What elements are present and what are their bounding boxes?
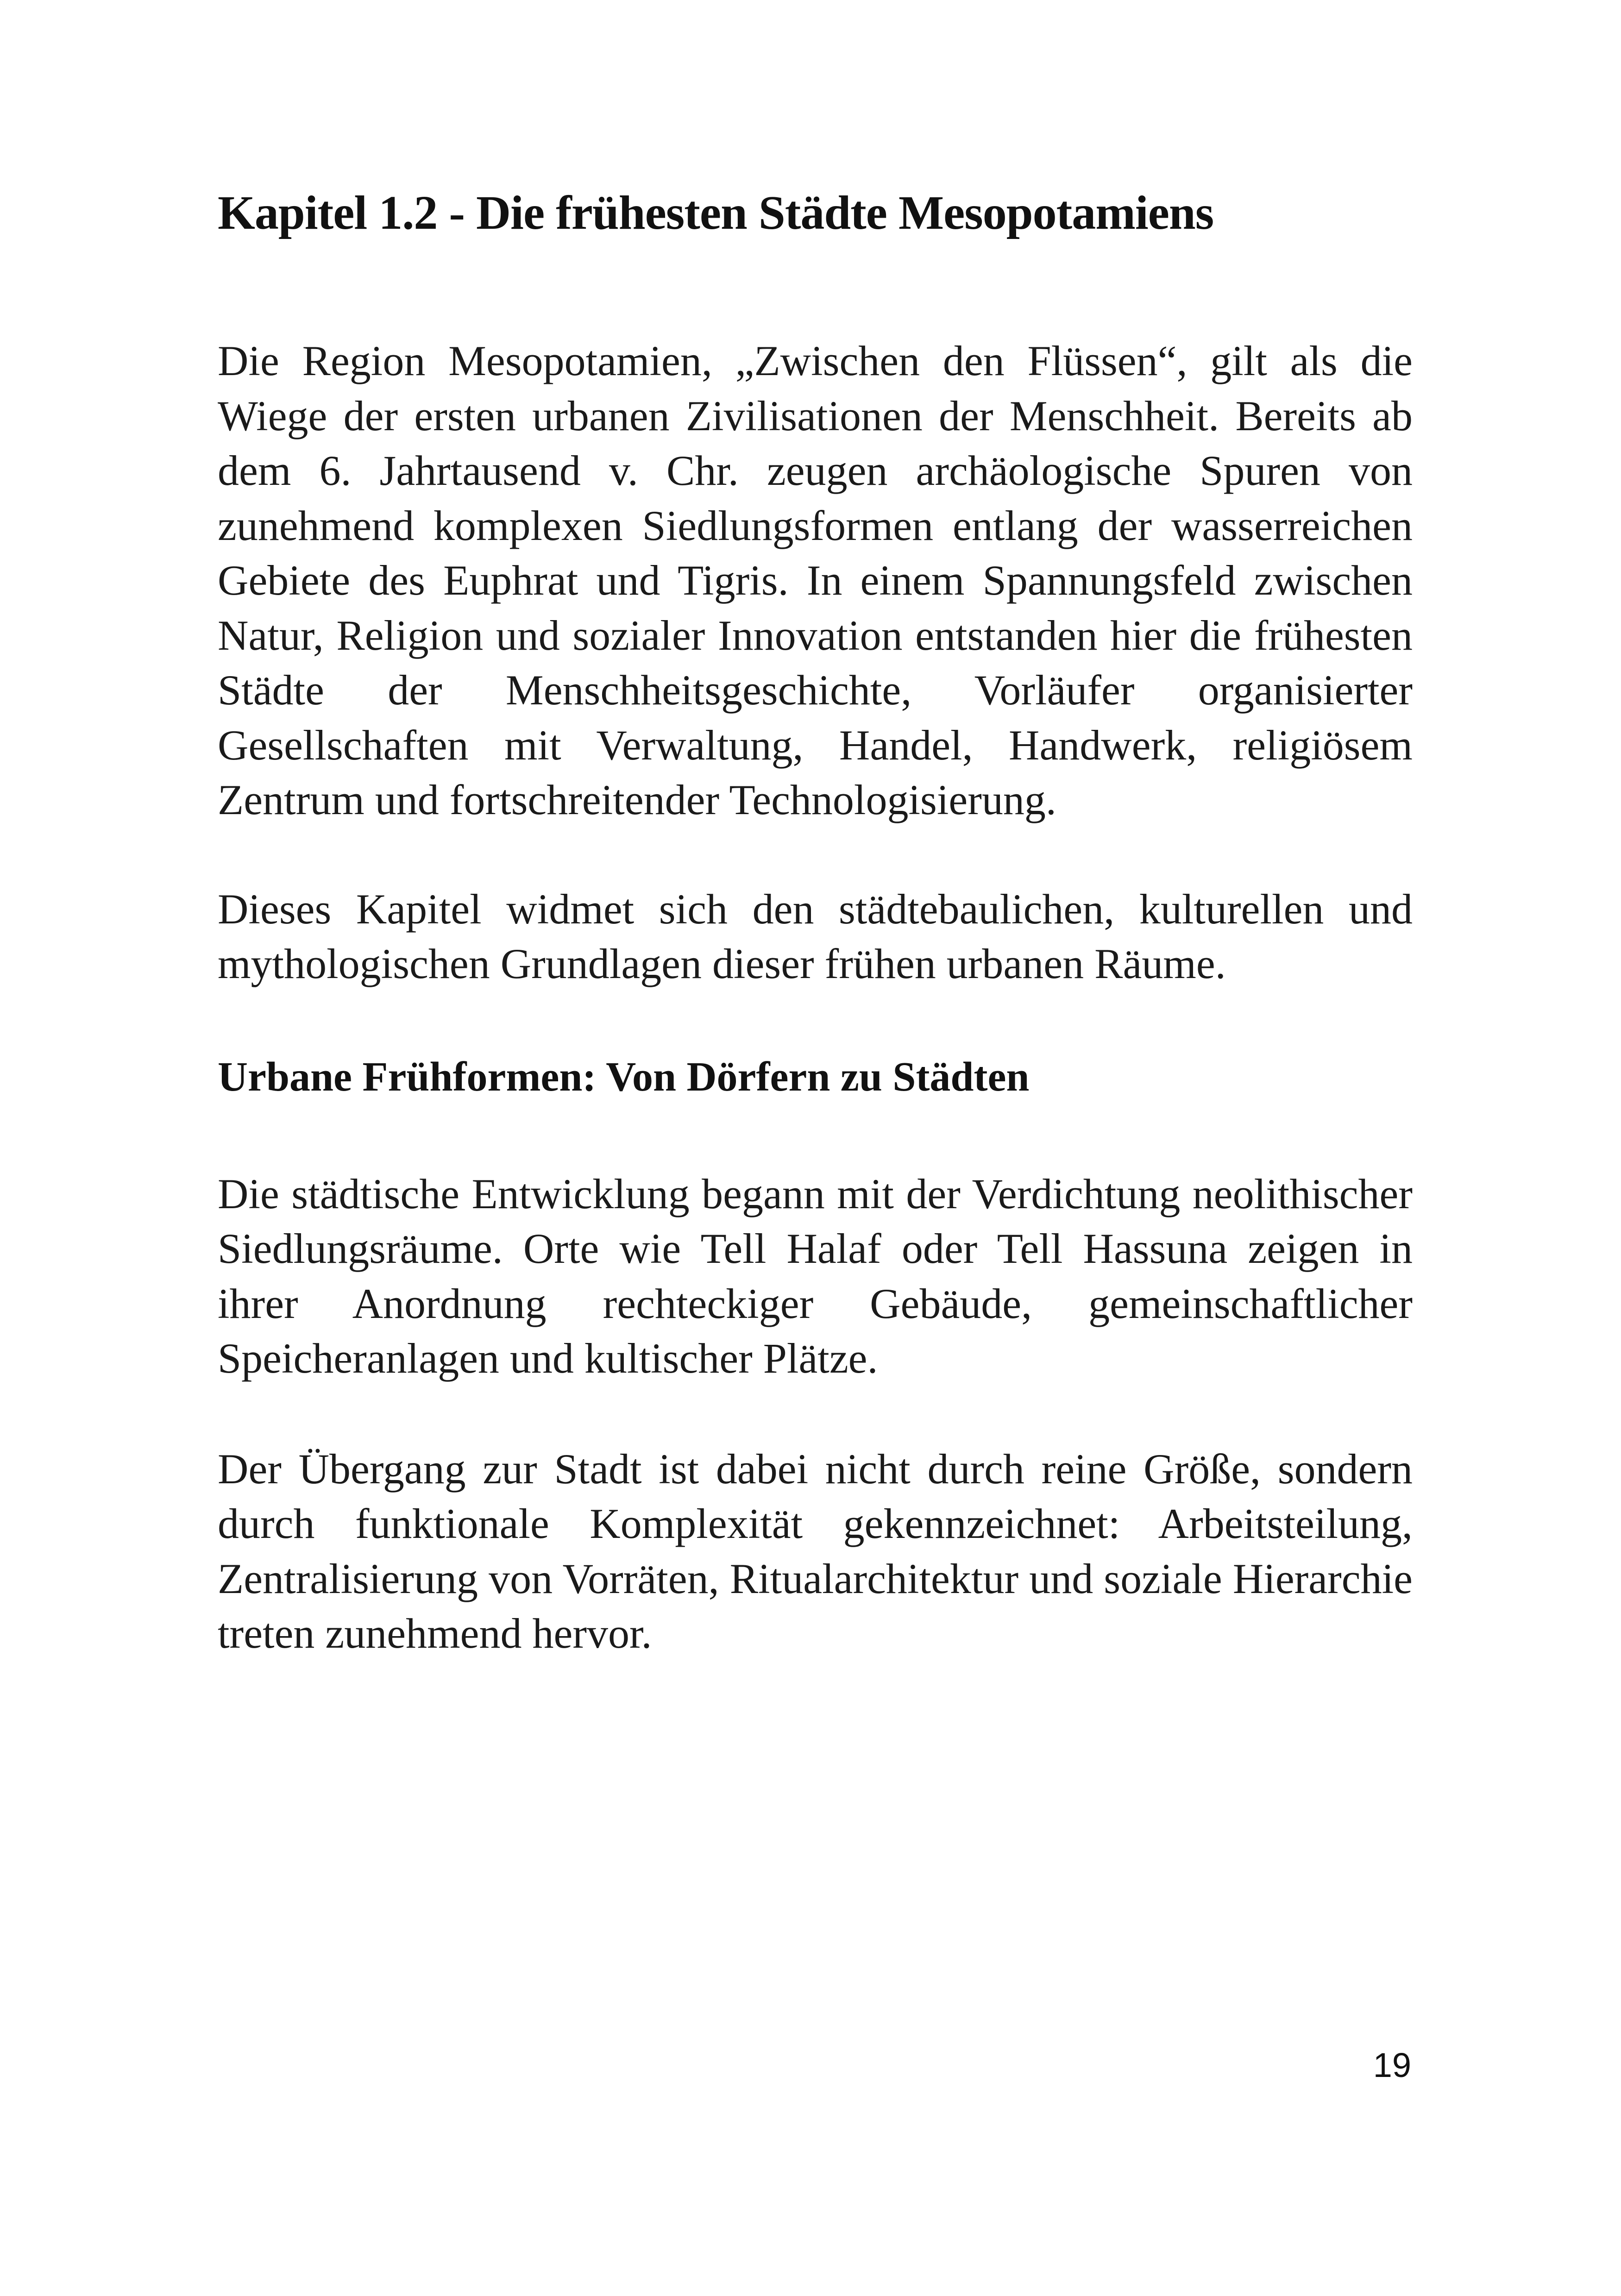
section-title: Urbane Frühformen: Von Dörfern zu Städten xyxy=(218,1054,1030,1100)
page-content xyxy=(218,183,1413,1661)
section-paragraph-2: Der Übergang zur Stadt ist dabei nicht durch reine Größe, sondern durch funktionale Komplexität gekennzeichnet: Arbeitsteilung, Zentralisierung von Vorräten, Ritualarchitektur und soziale Hierarchie treten zunehmend hervor. xyxy=(218,1445,1413,1657)
chapter-scope-paragraph: Dieses Kapitel widmet sich den städtebaulichen, kulturellen und mythologischen Grundlagen dieser frühen urbanen Räume. xyxy=(218,885,1413,987)
intro-paragraph: Die Region Mesopotamien, „Zwischen den Flüssen“, gilt als die Wiege der ersten urbanen Zivilisationen der Menschheit. Bereits ab dem 6. Jahrtausend v. Chr. zeugen archäologische Spuren von zunehmend komplexen Siedlungsformen entlang der wasserreichen Gebiete des Euphrat und Tigris. In einem Spannungsfeld zwischen Natur, Religion und sozialer Innovation entstanden hier die frühesten Städte der Menschheitsgeschichte, Vorläufer organisierter Gesellschaften mit Verwaltung, Handel, Handwerk, religiösem Zentrum und fortschreitender Technologisierung. xyxy=(218,337,1413,823)
page-number: 19 xyxy=(1373,2046,1411,2084)
chapter-title: Kapitel 1.2 - Die frühesten Städte Mesopotamiens xyxy=(218,186,1214,239)
section-paragraph-1: Die städtische Entwicklung begann mit der Verdichtung neolithischer Siedlungsräume. Orte wie Tell Halaf oder Tell Hassuna zeigen in ihrer Anordnung rechteckiger Gebäude, gemeinschaftlicher Speicheranlagen und kultischer Plätze. xyxy=(218,1170,1413,1382)
